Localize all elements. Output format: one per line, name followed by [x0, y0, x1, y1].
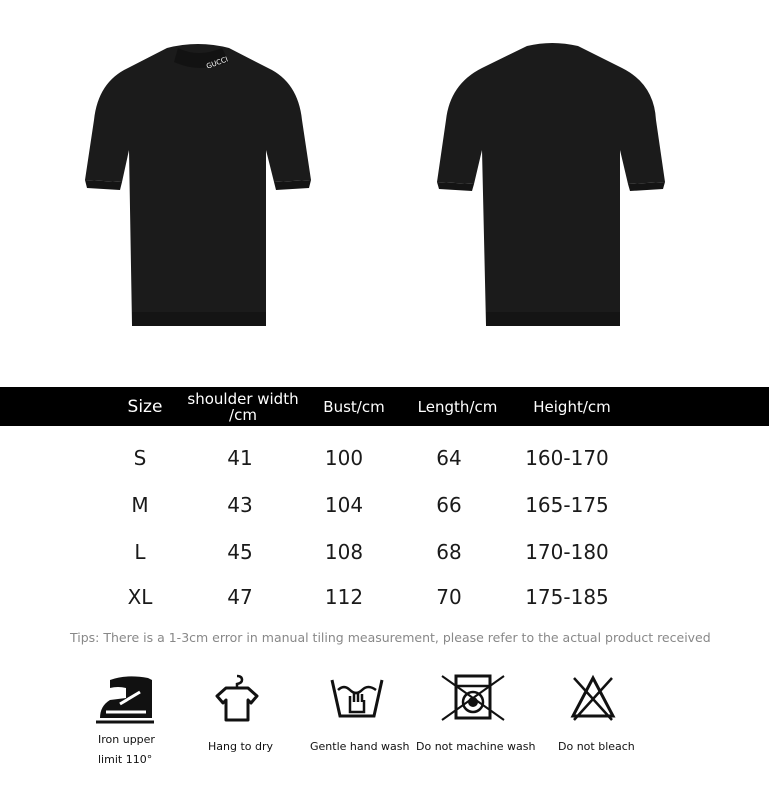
cell-shoulder: 47	[227, 585, 253, 609]
cell-bust: 104	[324, 493, 364, 517]
cell-shoulder: 41	[227, 446, 253, 470]
cell-size: L	[134, 540, 146, 564]
table-row	[0, 485, 769, 525]
header-length: Length/cm	[417, 397, 498, 416]
care-no-bleach-label: Do not bleach	[558, 740, 635, 753]
care-hang-label: Hang to dry	[208, 740, 274, 753]
product-images	[0, 0, 769, 385]
header-bust: Bust/cm	[323, 397, 385, 416]
hanger-shirt-icon	[214, 672, 260, 728]
header-size: Size	[127, 396, 163, 417]
no-bleach-icon	[570, 672, 616, 726]
table-row	[0, 577, 769, 617]
cell-length: 68	[436, 540, 462, 564]
header-shoulder-line2: /cm	[229, 405, 257, 424]
care-iron-line2: limit 110°	[98, 753, 153, 766]
cell-shoulder: 45	[227, 540, 253, 564]
measurement-tip: Tips: There is a 1-3cm error in manual tiling measurement, please refer to the actual product received	[70, 630, 711, 645]
cell-bust: 112	[324, 585, 364, 609]
tshirt-front-image	[82, 40, 314, 330]
no-machine-wash-icon	[440, 672, 506, 728]
cell-bust: 100	[324, 446, 364, 470]
cell-height: 170-180	[525, 540, 609, 564]
neck-label-text: GUCCI	[205, 55, 230, 71]
cell-size: M	[131, 493, 149, 517]
header-shoulder	[180, 387, 306, 426]
table-row	[0, 532, 769, 572]
cell-length: 70	[436, 585, 462, 609]
care-iron-label	[98, 730, 155, 770]
cell-height: 160-170	[525, 446, 609, 470]
care-no-machine-label: Do not machine wash	[416, 740, 536, 753]
cell-height: 165-175	[525, 493, 609, 517]
care-iron-line1: Iron upper	[98, 733, 155, 746]
cell-length: 66	[436, 493, 462, 517]
hand-wash-icon	[328, 672, 386, 728]
iron-icon	[96, 672, 158, 728]
cell-bust: 108	[324, 540, 364, 564]
size-chart-header	[0, 387, 769, 426]
table-row	[0, 438, 769, 478]
cell-length: 64	[436, 446, 462, 470]
header-shoulder-line1: shoulder width	[187, 389, 299, 408]
cell-size: XL	[127, 585, 153, 609]
header-height: Height/cm	[533, 397, 611, 416]
size-chart	[0, 387, 769, 609]
care-handwash-label: Gentle hand wash	[310, 740, 410, 753]
cell-height: 175-185	[525, 585, 609, 609]
cell-shoulder: 43	[227, 493, 253, 517]
tshirt-back-image	[432, 40, 672, 330]
cell-size: S	[133, 446, 147, 470]
